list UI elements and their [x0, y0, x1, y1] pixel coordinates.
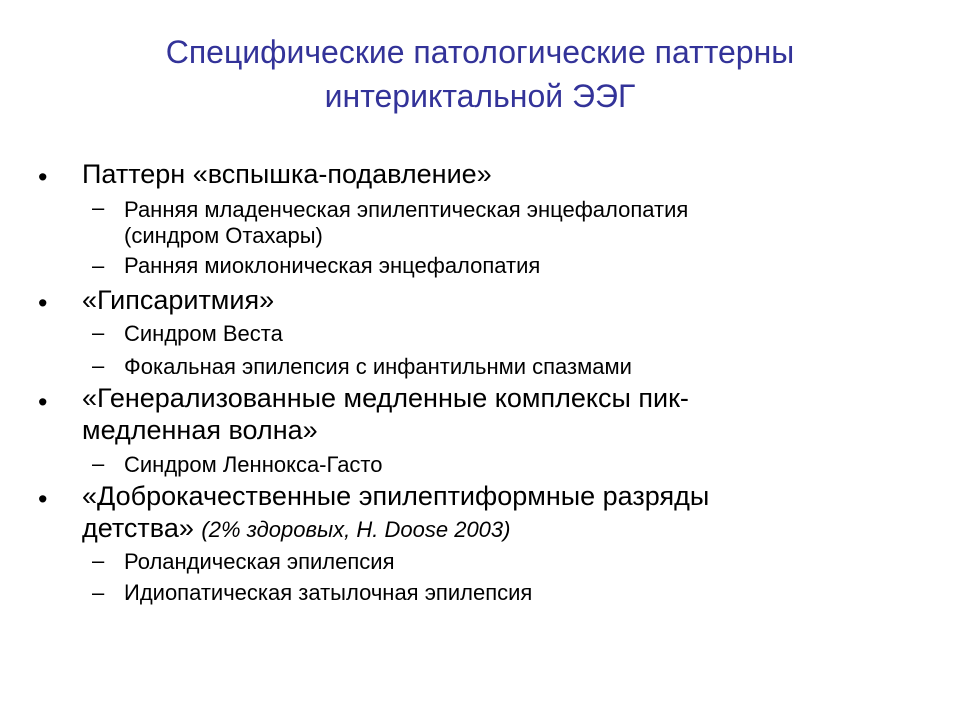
sub-item-text: Синдром Леннокса-Гасто — [124, 452, 383, 477]
list-item-line-2: медленная волна» — [82, 415, 318, 445]
list-item-line-2 — [82, 512, 842, 546]
list-item-text: Паттерн «вспышка-подавление» — [82, 159, 492, 189]
sub-item-text: Фокальная эпилепсия с инфантильнми спазмами — [124, 354, 632, 379]
list-item-text — [82, 382, 842, 446]
dash-icon: – — [92, 451, 105, 476]
list-item-text — [82, 480, 842, 546]
list-item-line-2-text: детства» — [82, 513, 194, 543]
slide-title-line-1: Специфические патологические паттерны — [165, 34, 795, 70]
sub-item-line-2: (синдром Отахары) — [124, 223, 323, 248]
sub-item-text: Идиопатическая затылочная эпилепсия — [124, 580, 533, 605]
bullet-icon: • — [38, 162, 48, 192]
list-item-line-1: «Доброкачественные эпилептиформные разряды — [82, 481, 710, 511]
bullet-icon: • — [38, 484, 48, 514]
sub-item-text: Ранняя миоклоническая энцефалопатия — [124, 253, 541, 278]
dash-icon: – — [92, 548, 105, 573]
dash-icon: – — [92, 253, 105, 278]
dash-icon: – — [92, 195, 105, 220]
dash-icon: – — [92, 580, 105, 605]
sub-item-text: Синдром Веста — [124, 321, 283, 346]
dash-icon: – — [92, 320, 105, 345]
dash-icon: – — [92, 353, 105, 378]
list-item-text: «Гипсаритмия» — [82, 285, 275, 315]
sub-item-text — [124, 197, 864, 249]
bullet-icon: • — [38, 288, 48, 318]
list-item-line-1: «Генерализованные медленные комплексы пик- — [82, 383, 689, 413]
bullet-icon: • — [38, 387, 48, 417]
slide-title-line-2: интериктальной ЭЭГ — [324, 78, 636, 114]
sub-item-line-1: Ранняя младенческая эпилептическая энцефалопатия — [124, 197, 689, 222]
sub-item-text: Роландическая эпилепсия — [124, 549, 395, 574]
citation-note: (2% здоровых, H. Doose 2003) — [201, 517, 511, 542]
